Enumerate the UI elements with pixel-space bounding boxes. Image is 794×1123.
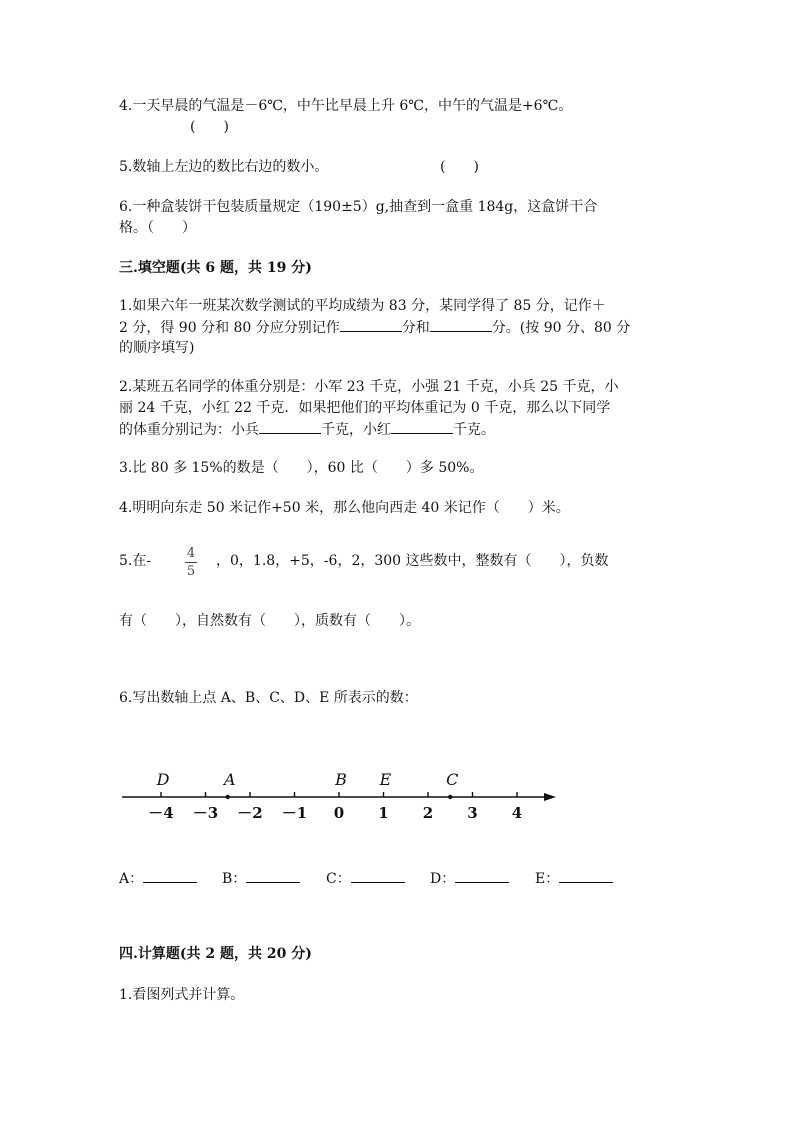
s3-q3[interactable]: 3.比 80 多 15%的数是（ ），60 比（ ）多 50%。 [119,460,484,476]
answer-blank[interactable] [455,868,509,883]
tick-label: －2 [237,804,263,822]
answer-label: E： [535,871,560,887]
s3-q6: 6.写出数轴上点 A、B、C、D、E 所表示的数： [119,690,418,706]
tick-label: 1 [378,804,389,822]
q6-statement-line1: 6.一种盒装饼干包装质量规定（190±5）g,抽查到一盒重 184g，这盒饼干合 [119,199,598,215]
answer-d [430,868,509,889]
s3-q5-fraction-bar [185,562,197,563]
tick-label: 2 [422,804,434,822]
s3-q1-line1: 1.如果六年一班某次数学测试的平均成绩为 83 分，某同学得了 85 分，记作＋ [119,298,606,314]
q4-answer-paren[interactable]: ( ) [190,119,229,135]
q5-statement: 5.数轴上左边的数比右边的数小。 [119,159,329,175]
answer-blank[interactable] [351,868,405,883]
point-label-a: A [223,770,236,789]
point-dot-c [448,795,452,799]
answer-label: B： [222,871,247,887]
s3-q2-blank-xiaohong[interactable] [391,419,453,434]
point-dot-a [226,795,230,799]
s3-q1-text-a: 2 分，得 90 分和 80 分应分别记作 [119,320,340,336]
answer-blank[interactable] [559,868,613,883]
tick-label: －4 [148,804,174,822]
s3-q1-line3: 的顺序填写) [119,340,195,356]
q4-statement: 4.一天早晨的气温是－6℃，中午比早晨上升 6℃，中午的气温是+6℃。 [119,98,573,114]
tick-label: －3 [192,804,219,822]
s4-q1: 1.看图列式并计算。 [119,987,245,1003]
number-line-figure [110,760,570,830]
s3-q5-prefix: 5.在- [119,553,152,569]
point-label-c: C [446,770,459,789]
s3-q5-fraction-denominator: 5 [186,564,196,579]
s3-q1-line2 [119,317,630,338]
answer-b [222,868,300,889]
s3-q5-fraction-numerator: 4 [186,546,196,561]
s3-q2-blank-xiaobing[interactable] [259,419,321,434]
section4-heading: 四.计算题(共 2 题，共 20 分) [119,946,312,962]
answer-a [119,868,197,889]
point-label-d: D [156,770,170,789]
tick-label: 0 [333,804,345,822]
section3-heading: 三.填空题(共 6 题，共 19 分) [119,260,312,276]
s3-q2-line1: 2.某班五名同学的体重分别是：小军 23 千克，小强 21 千克，小兵 25 千克，小 [119,379,619,395]
tick-label: 4 [511,804,523,822]
s3-q2-text-a: 的体重分别记为：小兵 [119,422,259,438]
s3-q1-blank-90[interactable] [340,317,402,332]
s3-q5-line2[interactable]: 有（ ），自然数有（ ），质数有（ ）。 [119,613,420,629]
s3-q2-line2: 丽 24 千克，小红 22 千克．如果把他们的平均体重记为 0 千克，那么以下同学 [119,400,611,416]
point-label-b: B [335,770,347,789]
answer-e [535,868,613,889]
answer-blank[interactable] [143,868,197,883]
point-label-e: E [379,770,392,789]
s3-q1-text-c: 分。(按 90 分、80 分 [491,320,631,336]
q6-statement-line2[interactable]: 格。（ ） [119,220,196,236]
tick-label: －1 [281,804,308,822]
s3-q5-line1[interactable]: ，0，1.8，+5，-6，2，300 这些数中，整数有（ ），负数 [216,553,609,569]
s3-q2-text-c: 千克。 [453,422,495,438]
answer-c [326,868,405,889]
s3-q1-text-b: 分和 [401,320,430,336]
s3-q1-blank-80[interactable] [430,317,492,332]
tick-label: 3 [467,804,478,822]
answer-label: A： [119,871,144,887]
answer-blank[interactable] [246,868,300,883]
s3-q2-line3 [119,419,495,440]
answer-label: D： [430,871,456,887]
number-line-arrow-icon [544,793,556,801]
answer-label: C： [326,871,351,887]
s3-q4[interactable]: 4.明明向东走 50 米记作+50 米，那么他向西走 40 米记作（ ）米。 [119,500,570,516]
s3-q2-text-b: 千克，小红 [321,422,391,438]
q5-answer-paren[interactable]: ( ) [440,159,479,175]
